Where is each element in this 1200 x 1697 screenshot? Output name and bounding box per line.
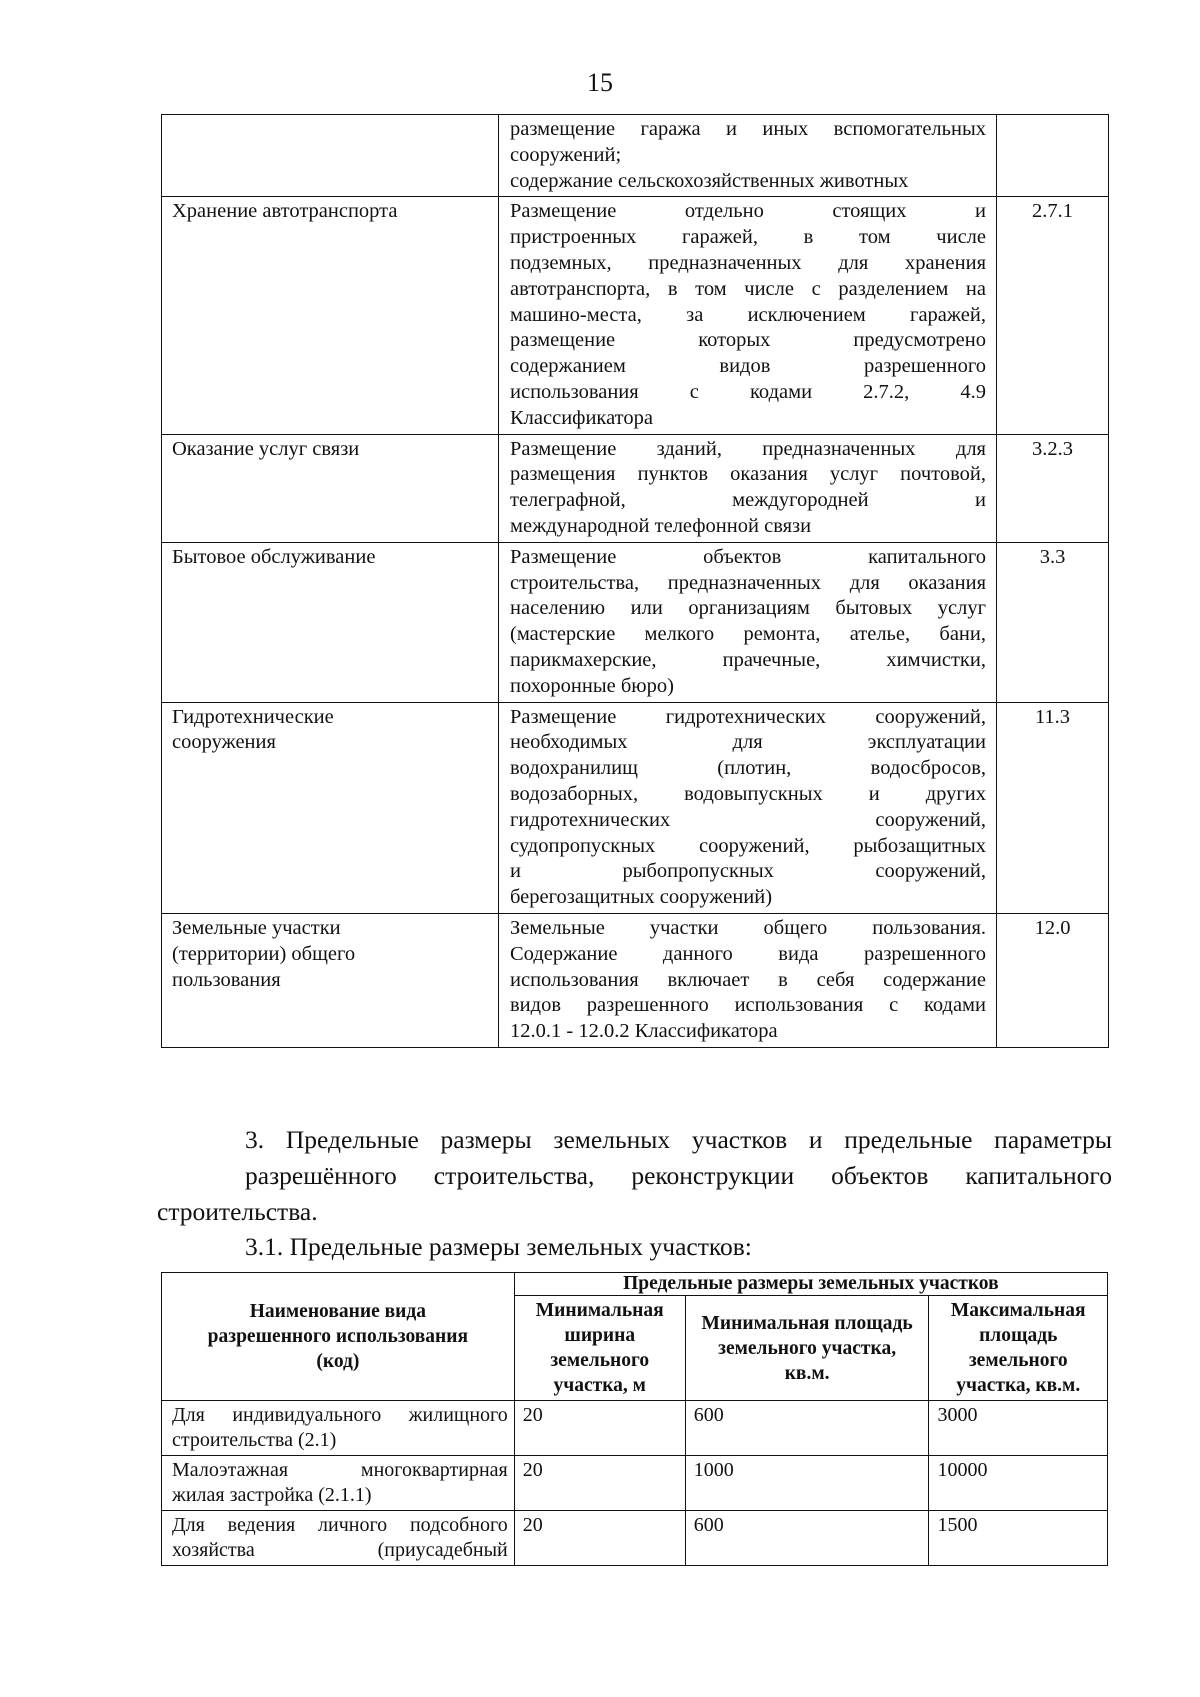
table-row (162, 1456, 1108, 1511)
section-3-line: 3. Предельные размеры земельных участков и предельные параметры (245, 1125, 1112, 1154)
permitted-uses-table (161, 114, 1109, 1048)
use-description-cell (499, 702, 997, 913)
use-name-cell (162, 1401, 515, 1456)
max-area-cell: 1500 (929, 1511, 1108, 1566)
use-description-line: машино-места, за исключением гаражей, (510, 303, 986, 326)
max-area-cell: 10000 (929, 1456, 1108, 1511)
use-description-line: содержание сельскохозяйственных животных (510, 169, 909, 192)
use-description-line: необходимых для эксплуатации (510, 731, 986, 754)
header-max-area: Максимальная площадь земельного участка, кв.м. (929, 1296, 1108, 1401)
plot-sizes-table (161, 1272, 1108, 1566)
use-description-line: размещение гаража и иных вспомогательных (510, 118, 986, 140)
use-description-line: Земельные участки общего пользования. (510, 916, 986, 939)
use-name-cell (162, 197, 499, 434)
header-plot-size-limits: Предельные размеры земельных участков (514, 1273, 1107, 1296)
min-width-cell: 20 (514, 1456, 685, 1511)
use-description-cell (499, 542, 997, 702)
table-row (162, 1511, 1108, 1566)
use-description-line: содержанием видов разрешенного (510, 355, 986, 378)
use-code-cell (997, 115, 1109, 197)
header-use-name: Наименование вида разрешенного использования (код) (162, 1273, 515, 1401)
use-name-cell (162, 115, 499, 197)
use-name-line: Для ведения личного подсобного (172, 1514, 508, 1536)
use-name-line: Хранение автотранспорта (172, 200, 398, 223)
use-description-line: международной телефонной связи (510, 514, 812, 537)
use-description-line: населению или организациям бытовых услуг (510, 597, 986, 620)
use-description-line: гидротехнических сооружений, (510, 808, 986, 831)
use-name-cell (162, 702, 499, 913)
use-description-line: пристроенных гаражей, в том числе (510, 226, 986, 249)
page-number: 15 (587, 68, 613, 97)
use-name-line: сооружения (172, 731, 276, 754)
min-width-cell: 20 (514, 1401, 685, 1456)
use-description-line: Классификатора (510, 406, 653, 429)
use-description-line: водозаборных, водовыпускных и других (510, 782, 986, 805)
use-description-line: подземных, предназначенных для хранения (510, 251, 986, 274)
section-3-line: строительства. (157, 1197, 318, 1226)
use-description-line: строительства, предназначенных для оказания (510, 571, 986, 594)
section-3-paragraph (157, 1122, 1112, 1230)
plot-sizes-table-body (162, 1401, 1108, 1566)
use-name-line: Бытовое обслуживание (172, 545, 376, 568)
use-description-line: водохранилищ (плотин, водосбросов, (510, 757, 986, 780)
section-3-1-heading: 3.1. Предельные размеры земельных участков: (245, 1232, 752, 1261)
section-3-line: разрешённого строительства, реконструкции объектов капитального (245, 1161, 1112, 1190)
use-code-cell: 3.2.3 (997, 434, 1109, 542)
max-area-cell: 3000 (929, 1401, 1108, 1456)
use-name-cell (162, 1511, 515, 1566)
use-description-cell (499, 197, 997, 434)
use-code-cell: 12.0 (997, 913, 1109, 1047)
use-description-cell (499, 115, 997, 197)
permitted-uses-table-body (162, 115, 1109, 1048)
use-description-line: судопропускных сооружений, рыбозащитных (510, 834, 986, 857)
use-description-line: использования с кодами 2.7.2, 4.9 (510, 380, 986, 403)
use-description-line: Содержание данного вида разрешенного (510, 942, 986, 965)
use-name-cell (162, 542, 499, 702)
use-description-cell (499, 434, 997, 542)
use-description-line: Размещение объектов капитального (510, 545, 986, 568)
use-description-line: 12.0.1 - 12.0.2 Классификатора (510, 1020, 778, 1043)
use-description-line: и рыбопропускных сооружений, (510, 860, 986, 883)
use-name-line: строительства (2.1) (172, 1429, 337, 1451)
use-description-line: использования включает в себя содержание (510, 968, 986, 991)
use-name-line: Оказание услуг связи (172, 437, 360, 460)
use-name-line: Для индивидуального жилищного (172, 1404, 508, 1426)
use-description-line: Размещение зданий, предназначенных для (510, 437, 986, 460)
use-name-cell (162, 1456, 515, 1511)
use-name-line: Гидротехнические (172, 705, 334, 728)
min-width-cell: 20 (514, 1511, 685, 1566)
use-name-line: Малоэтажная многоквартирная (172, 1459, 508, 1481)
use-description-line: Размещение гидротехнических сооружений, (510, 705, 986, 728)
table-row (162, 542, 1109, 702)
table-row (162, 115, 1109, 197)
table-row (162, 434, 1109, 542)
use-description-line: видов разрешенного использования с кодами (510, 994, 986, 1017)
use-name-line: хозяйства (приусадебный (172, 1539, 508, 1561)
table-row (162, 197, 1109, 434)
use-description-line: парикмахерские, прачечные, химчистки, (510, 648, 986, 671)
use-description-line: Размещение отдельно стоящих и (510, 200, 986, 223)
table-row (162, 1401, 1108, 1456)
use-description-line: размещения пунктов оказания услуг почтовой, (510, 463, 986, 486)
use-name-line: Земельные участки (172, 916, 341, 939)
use-description-line: телеграфной, междугородней и (510, 489, 986, 512)
table-row (162, 913, 1109, 1047)
use-name-line: (территории) общего (172, 942, 356, 965)
use-name-cell (162, 913, 499, 1047)
use-code-cell: 2.7.1 (997, 197, 1109, 434)
use-name-cell (162, 434, 499, 542)
min-area-cell: 1000 (685, 1456, 929, 1511)
use-code-cell: 3.3 (997, 542, 1109, 702)
min-area-cell: 600 (685, 1511, 929, 1566)
use-code-cell: 11.3 (997, 702, 1109, 913)
min-area-cell: 600 (685, 1401, 929, 1456)
use-description-line: (мастерские мелкого ремонта, ателье, бани, (510, 623, 986, 646)
header-min-width: Минимальная ширина земельного участка, м (514, 1296, 685, 1401)
use-description-line: автотранспорта, в том числе с разделением на (510, 277, 986, 300)
use-name-line: пользования (172, 968, 281, 991)
header-min-area: Минимальная площадь земельного участка, кв.м. (685, 1296, 929, 1401)
use-description-line: похоронные бюро) (510, 674, 674, 697)
use-description-line: берегозащитных сооружений) (510, 886, 773, 909)
use-description-line: размещение которых предусмотрено (510, 329, 986, 352)
use-description-cell (499, 913, 997, 1047)
use-description-line: сооружений; (510, 143, 622, 166)
table-row (162, 702, 1109, 913)
use-name-line: жилая застройка (2.1.1) (172, 1484, 372, 1506)
